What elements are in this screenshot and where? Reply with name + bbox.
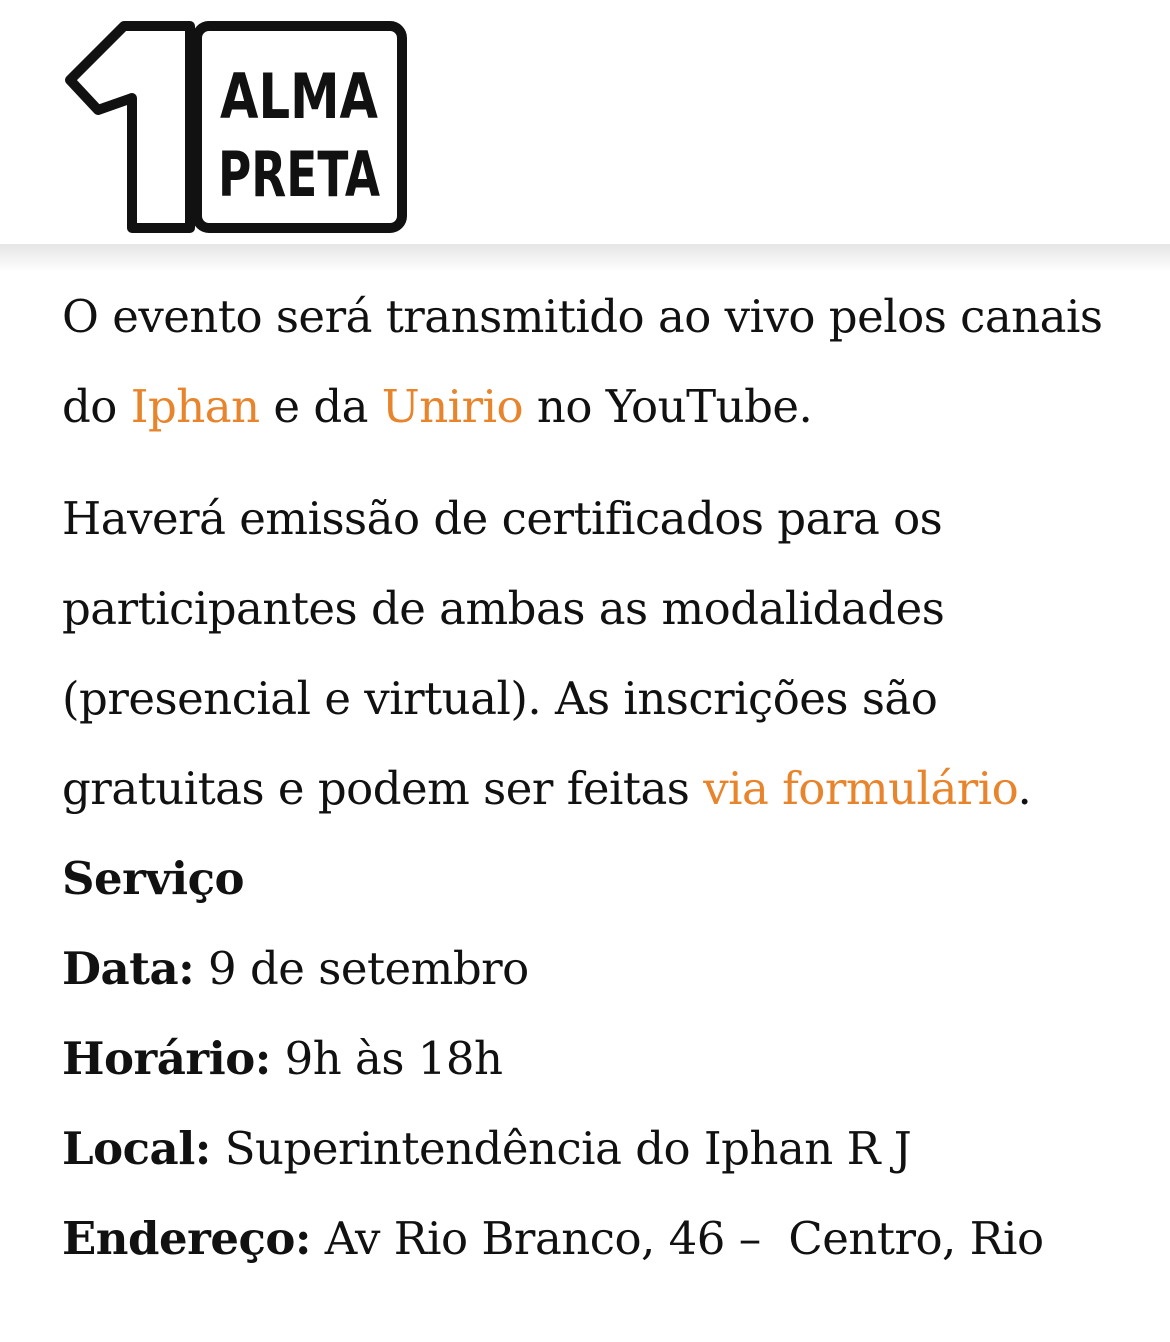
- date-label: Data:: [62, 942, 195, 995]
- paragraph-text: O evento será transmitido ao vivo pelos canais do: [62, 290, 1103, 433]
- logo-numeral-one: [70, 26, 190, 228]
- paragraph-text: Haverá emissão de certificados para os participantes de ambas as modalidades (presencial e virtual). As inscrições são gratuitas e podem ser feitas: [62, 492, 945, 815]
- paragraph-broadcast: [62, 272, 1142, 452]
- form-link[interactable]: via formulário: [703, 762, 1018, 815]
- paragraph-text: .: [1017, 762, 1032, 815]
- site-header: [0, 0, 1170, 244]
- date-value: 9 de setembro: [194, 942, 529, 995]
- logo-text-alma: ALMA: [220, 60, 379, 133]
- address-label: Endereço:: [62, 1212, 311, 1265]
- time-value: 9h às 18h: [270, 1032, 503, 1085]
- paragraph-text: e da: [259, 380, 382, 433]
- place-value: Superintendência do Iphan R J: [210, 1122, 912, 1175]
- service-address: [62, 1194, 1142, 1284]
- alma-preta-logo[interactable]: [62, 18, 412, 238]
- service-place: [62, 1104, 1142, 1194]
- unirio-link[interactable]: Unirio: [381, 380, 524, 433]
- article-content: [62, 272, 1142, 1284]
- time-label: Horário:: [62, 1032, 271, 1085]
- paragraph-certificates: [62, 474, 1142, 834]
- service-heading: Serviço: [62, 852, 244, 905]
- paragraph-text: no YouTube.: [523, 380, 813, 433]
- place-label: Local:: [62, 1122, 211, 1175]
- logo-text-preta: PRETA: [218, 138, 381, 211]
- iphan-link[interactable]: Iphan: [130, 380, 260, 433]
- header-shadow: [0, 244, 1170, 272]
- service-date: [62, 924, 1142, 1014]
- service-time: [62, 1014, 1142, 1104]
- address-value: Av Rio Branco, 46 – Centro, Rio: [310, 1212, 1044, 1265]
